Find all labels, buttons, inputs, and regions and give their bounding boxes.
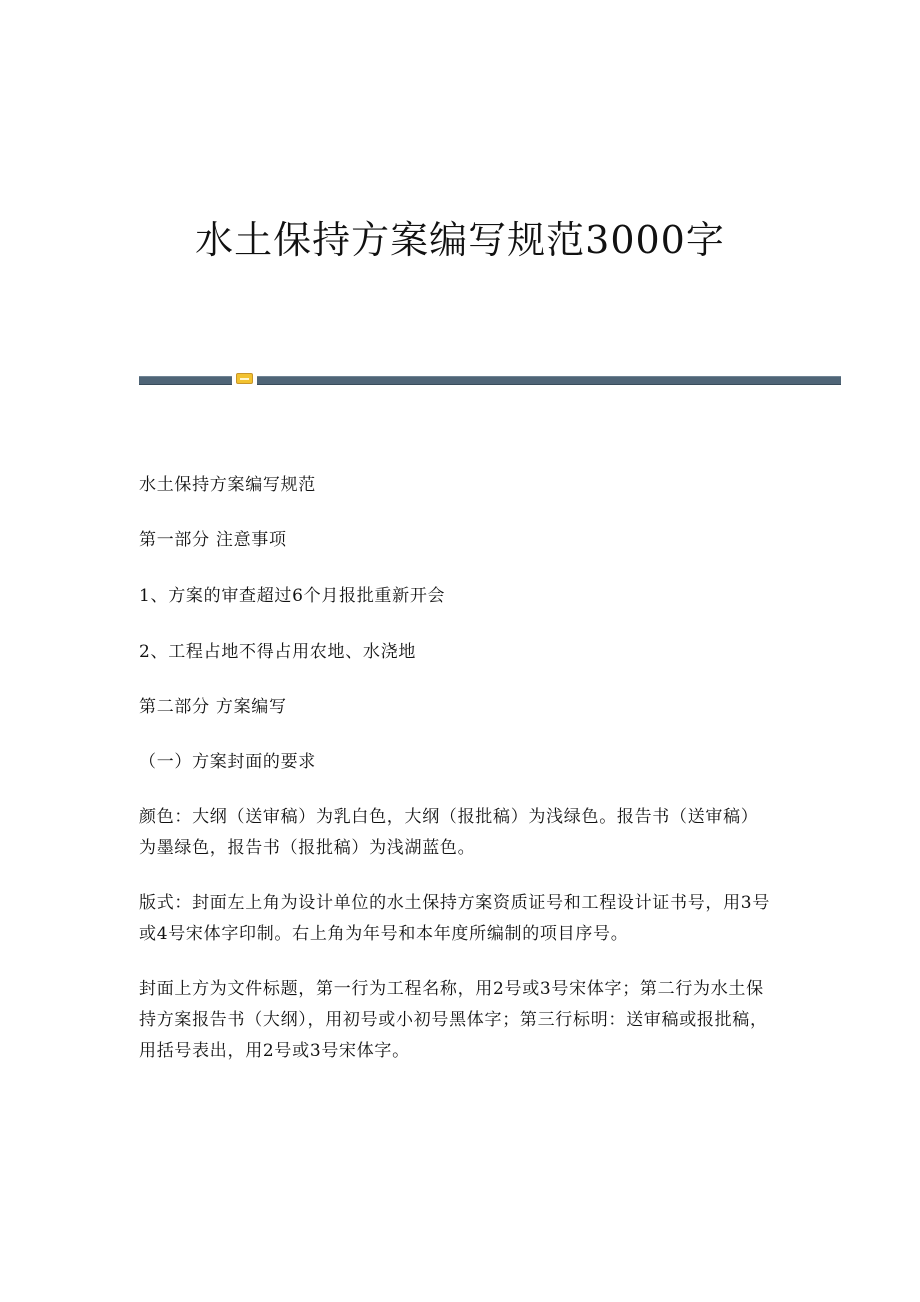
section-heading-part-two: 第二部分 方案编写: [139, 697, 287, 717]
paragraph-layout: 版式：封面左上角为设计单位的水土保持方案资质证号和工程设计证书号，用3号或4号宋体字印制。右上角为年号和本年度所编制的项目序号。: [139, 893, 771, 944]
list-item-2: 2、工程占地不得占用农地、水浇地: [139, 642, 417, 662]
divider-bar-right: [257, 376, 841, 385]
divider-bar-left: [139, 376, 232, 385]
title-divider: [139, 372, 841, 386]
divider-badge-icon: [236, 373, 253, 384]
section-heading-part-one: 第一部分 注意事项: [139, 530, 287, 550]
paragraph-colors: 颜色：大纲（送审稿）为乳白色，大纲（报批稿）为浅绿色。报告书（送审稿）为墨绿色，报告书（报批稿）为浅湖蓝色。: [139, 807, 759, 858]
list-item-1: 1、方案的审查超过6个月报批重新开会: [139, 586, 446, 606]
subtitle-paragraph: 水土保持方案编写规范: [139, 475, 316, 495]
paragraph-cover-title: 封面上方为文件标题，第一行为工程名称，用2号或3号宋体字；第二行为水土保持方案报告书（大纲），用初号或小初号黑体字；第三行标明：送审稿或报批稿，用括号表出，用2号或3号宋体字。: [139, 979, 768, 1061]
document-body: [139, 470, 773, 1067]
document-title: 水土保持方案编写规范3000字: [195, 218, 725, 262]
subsection-heading-cover: （一）方案封面的要求: [139, 752, 316, 772]
